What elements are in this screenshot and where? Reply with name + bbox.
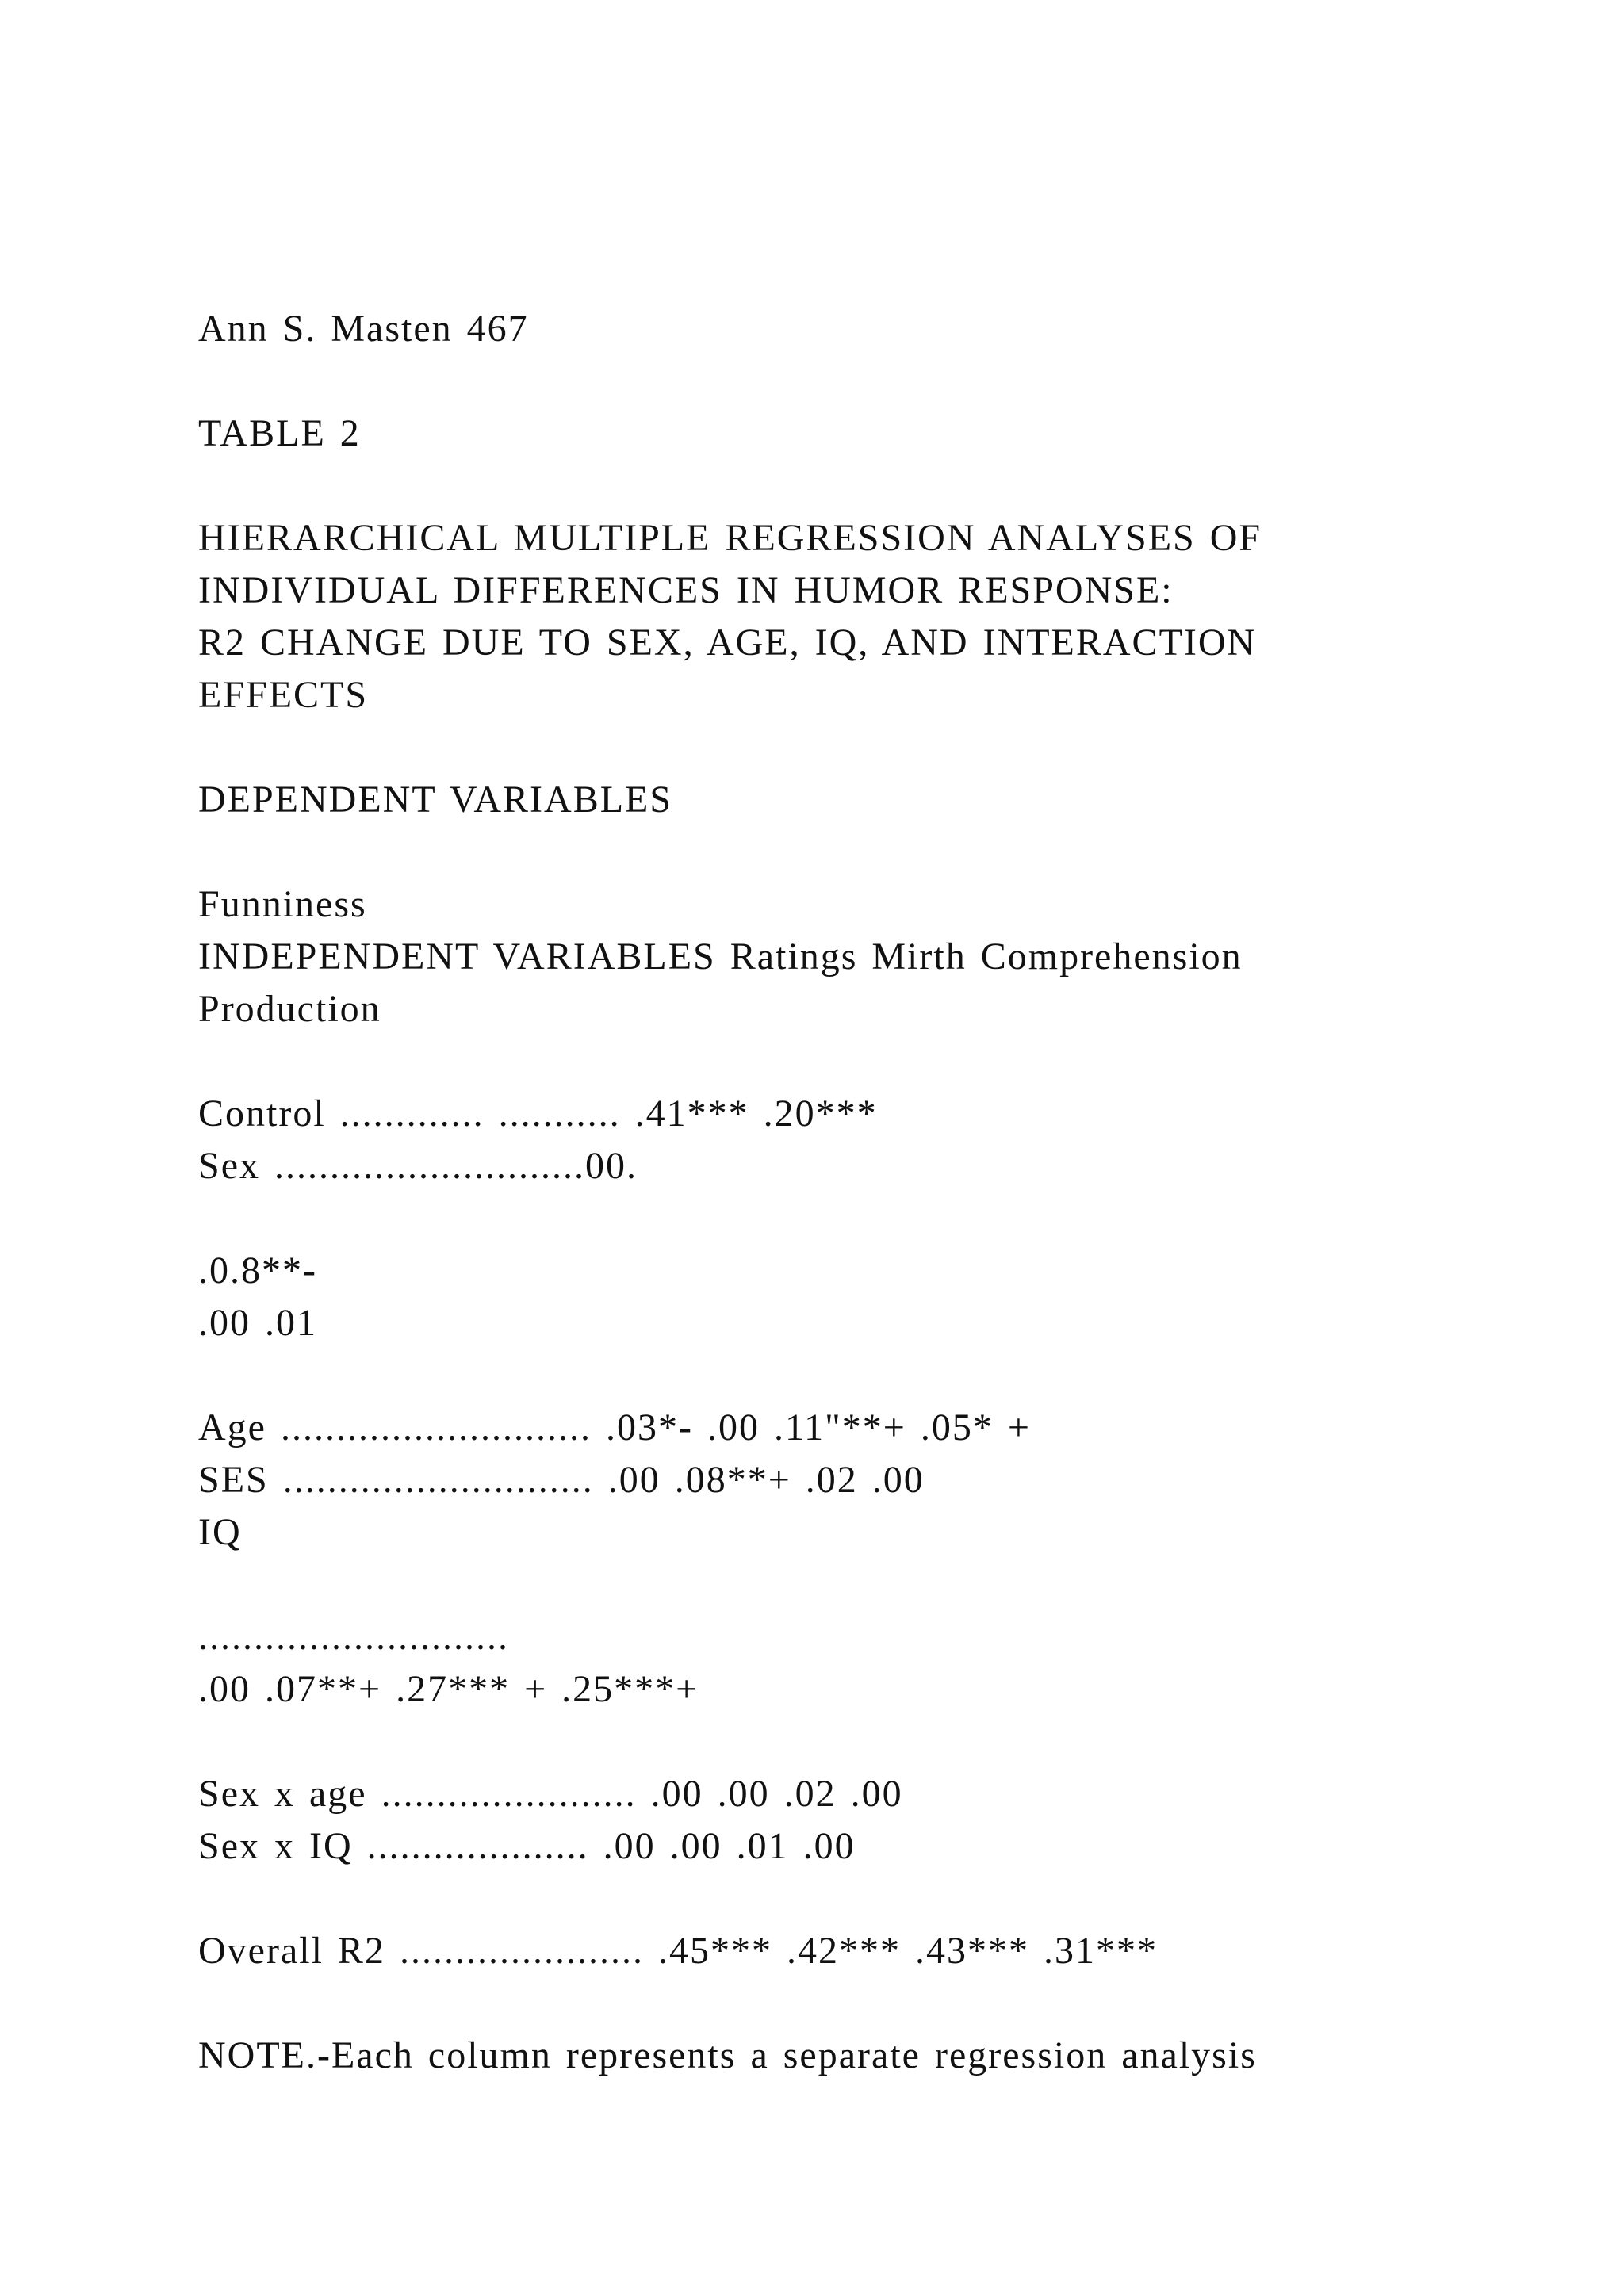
table-row: ............................ xyxy=(198,1616,509,1658)
column-header-line: Funniness xyxy=(198,883,367,925)
table-row: Age ............................ .03*- .00 .11"**+ .05* + xyxy=(198,1406,1031,1448)
column-headers xyxy=(198,878,1467,1035)
title-line: EFFECTS xyxy=(198,674,369,716)
table-row: IQ xyxy=(198,1511,242,1553)
table-row: .00 .01 xyxy=(198,1302,317,1344)
title-line: INDIVIDUAL DIFFERENCES IN HUMOR RESPONSE: xyxy=(198,569,1174,611)
header-text: Ann S. Masten 467 xyxy=(198,308,529,350)
table-row: Sex x age ....................... .00 .00 .02 .00 xyxy=(198,1773,903,1815)
column-header-line: INDEPENDENT VARIABLES Ratings Mirth Comprehension xyxy=(198,936,1243,978)
table-note xyxy=(198,2030,1467,2082)
table-rows-age-ses-iq xyxy=(198,1402,1467,1559)
table-row: .0.8**- xyxy=(198,1249,317,1292)
table-row: Sex x IQ .................... .00 .00 .01 .00 xyxy=(198,1825,856,1867)
table-row: Sex ............................00. xyxy=(198,1145,638,1187)
table-row-overall xyxy=(198,1925,1467,1977)
dependent-heading-text: DEPENDENT VARIABLES xyxy=(198,779,673,821)
table-rows-interactions xyxy=(198,1768,1467,1873)
table-row: .00 .07**+ .27*** + .25***+ xyxy=(198,1668,699,1710)
running-header xyxy=(198,303,1467,355)
table-rows-sex-values xyxy=(198,1245,1467,1349)
title-line: HIERARCHICAL MULTIPLE REGRESSION ANALYSES OF xyxy=(198,517,1262,559)
table-title xyxy=(198,512,1467,721)
table-label-text: TABLE 2 xyxy=(198,412,361,454)
table-rows-iq-values xyxy=(198,1611,1467,1716)
title-line: R2 CHANGE DUE TO SEX, AGE, IQ, AND INTERACTION xyxy=(198,622,1257,664)
document-page xyxy=(198,303,1467,2134)
table-label xyxy=(198,408,1467,460)
table-row: SES ............................ .00 .08**+ .02 .00 xyxy=(198,1459,925,1501)
overall-r2-row: Overall R2 ...................... .45*** .42*** .43*** .31*** xyxy=(198,1930,1158,1972)
column-header-line: Production xyxy=(198,988,381,1030)
table-rows-control-sex xyxy=(198,1088,1467,1192)
dependent-heading xyxy=(198,774,1467,826)
table-row: Control ............. ........... .41*** .20*** xyxy=(198,1093,878,1135)
note-text: NOTE.-Each column represents a separate regression analysis xyxy=(198,2034,1257,2076)
